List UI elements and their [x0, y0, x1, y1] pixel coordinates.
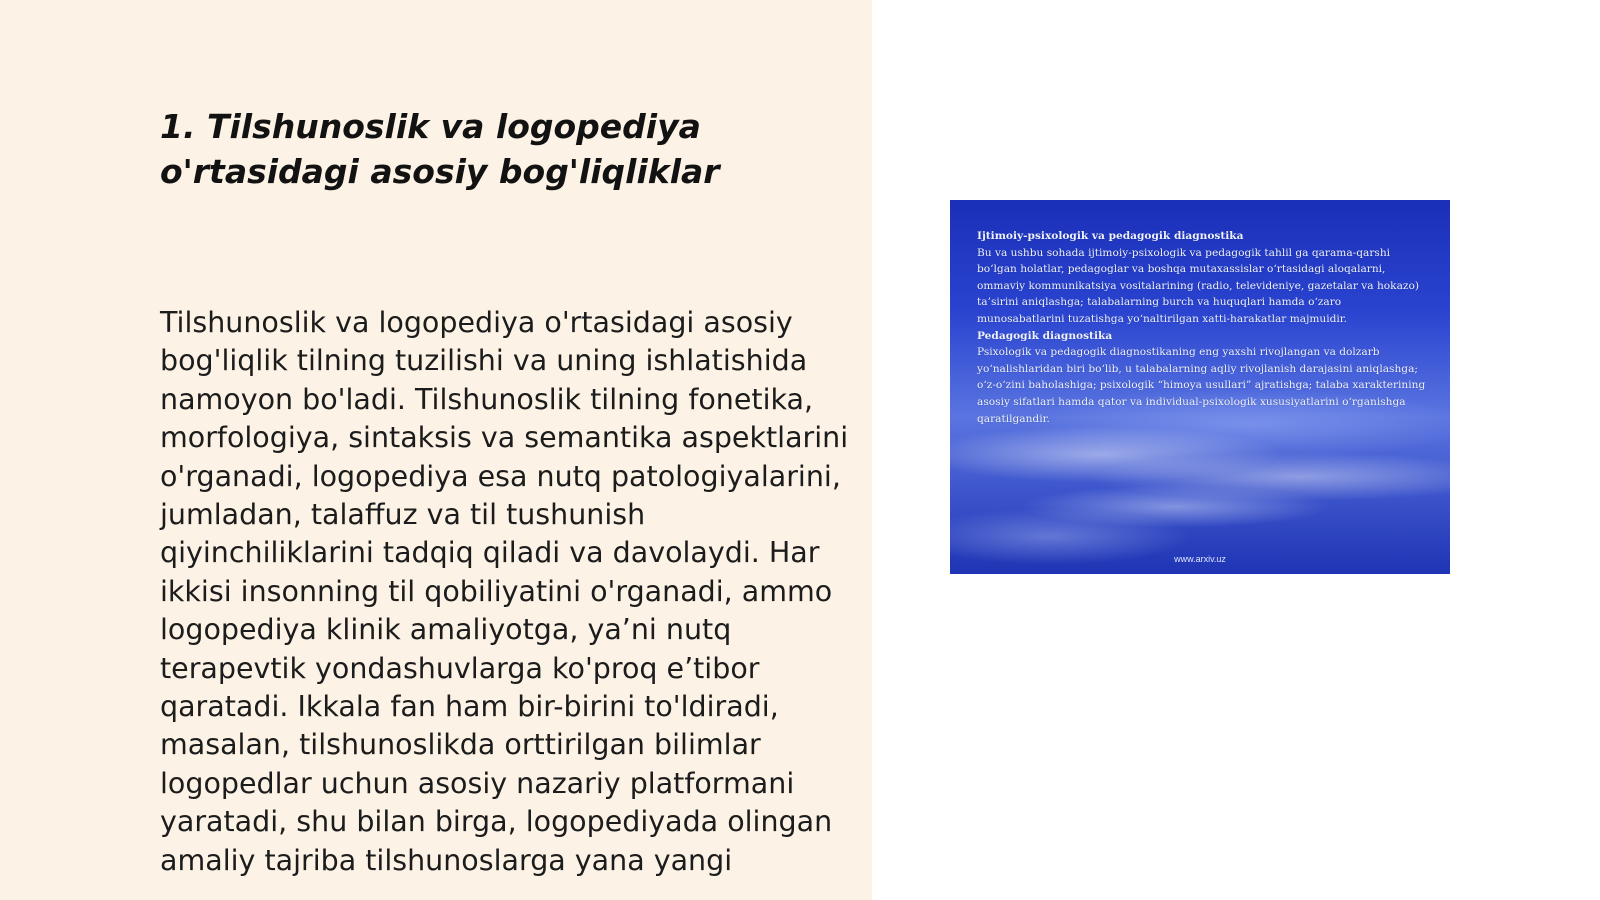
embedded-slide-image: [950, 200, 1450, 574]
embedded-heading-social-diagnostics: Ijtimoiy-psixologik va pedagogik diagnostika: [977, 230, 1244, 242]
slide-title: 1. Tilshunoslik va logopediya o'rtasidagi asosiy bog'liqliklar: [160, 107, 720, 191]
embedded-slide-footer: www.arxiv.uz: [1174, 554, 1226, 564]
embedded-slide-text: [977, 228, 1429, 427]
embedded-paragraph-social-diagnostics: Bu va ushbu sohada ijtimoiy-psixologik va pedagogik tahlil ga qarama-qarshi bo‘lgan holatlar, pedagoglar va boshqa mutaxassislar o‘rtasidagi aloqalarni, ommaviy kommunikatsiya vositalarining (radio, televideniye, gazetalar va hokazo) ta’sirini aniqlashga; talabalarning burch va huquqlari hamda o‘zaro munosabatlarini tuzatishga yo‘naltirilgan xatti-harakatlar majmuidir.: [977, 246, 1419, 325]
embedded-paragraph-pedagogical-diagnostics: Psixologik va pedagogik diagnostikaning eng yaxshi rivojlangan va dolzarb yo‘nalishlaridan biri bo‘lib, u talabalarning aqliy rivojlanish darajasini aniqlashga; o‘z-o‘zini baholashiga; psixologik “himoya usullari” ajratishga; talaba xarakterining asosiy sifatlari hamda qator va individual-psixologik xususiyatlarini o‘rganishga qaratilgandir.: [977, 346, 1426, 425]
embedded-heading-pedagogical-diagnostics: Pedagogik diagnostika: [977, 329, 1113, 342]
slide-body-text: Tilshunoslik va logopediya o'rtasidagi asosiy bog'liqlik tilning tuzilishi va uning ishlatishida namoyon bo'ladi. Tilshunoslik tilning fonetika, morfologiya, sintaksis va semantika aspektlarini o'rganadi, logopediya esa nutq patologiyalarini, jumladan, talaffuz va til tushunish qiyinchiliklarini tadqiq qiladi va davolaydi. Har ikkisi insonning til qobiliyatini o'rganadi, ammo logopediya klinik amaliyotga, ya’ni nutq terapevtik yondashuvlarga ko'proq e’tibor qaratadi. Ikkala fan ham bir-birini to'ldiradi, masalan, tilshunoslikda orttirilgan bilimlar logopedlar uchun asosiy nazariy platformani yaratadi, shu bilan birga, logopediyada olingan amaliy tajriba tilshunoslarga yana yangi: [160, 306, 849, 877]
